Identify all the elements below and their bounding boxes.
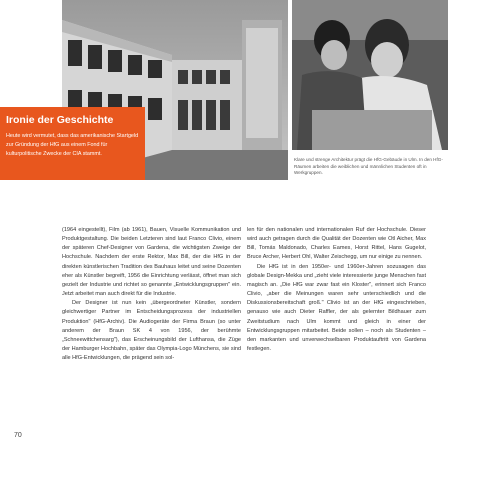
body-paragraph: len für den nationalen und internationalen Ruf der Hochschule. Dieser wird auch getragen durch die Qualität der Dozenten wie Otl Aicher, Max Bill, Tomás Maldonado, Charles Eames, Horst Rittel, Hans Gugelot, Bruce Archer, Herbert Ohl, Walter Zeischegg, um nur einige zu nennen.: [247, 227, 426, 261]
body-paragraph: Der Designer ist nun kein „übergeordneter Künstler, sondern gleichwertiger Partner im Entscheidungsprozess der industriellen Produktion" (HfG-Archiv). Die Audiogeräte der Firma Braun (so unter anderem der Braun SK 4 von 1956, der berühmte „Schneewittchensarg"), das Erscheinungsbild der Lufthansa, die Züge der Hamburger Hochbahn, später das Olympia-Logo Münchens, sie sind alle HfG-Entwicklungen, die prägend sein sol-: [62, 300, 241, 362]
body-paragraph: Die HfG ist in den 1950er- und 1960er-Jahren sozusagen das globale Design-Mekka und „zieht viele interessierte junge Menschen fast magisch an. „Die HfG war zwar fast ein Kloster", erinnert sich Franco Clivio, „aber die Meinungen waren sehr unterschiedlich und die Diskussionsbereitschaft groß." Clivio ist an der HfG eingeschrieben, genauso wie auch Dieter Raffler, der als gelernter Bildhauer zum Zweitstudium nach Ulm kommt und gleich in einer der Entwicklungsgruppen mitarbeitet. Beide sollen – noch als Studenten – den markanten und unverwechselbaren Produktauftritt von Gardena festlegen.: [247, 263, 426, 353]
students-photo: [292, 0, 448, 150]
body-paragraph: (1964 eingestellt), Film (ab 1961), Bauen, Visuelle Kommunikation und Produktgestaltung. Die beiden Letzteren sind laut Franco Clivio, einem der späteren Chef-Designer von Gardena, die wichtigsten Zweige der Hochschule. Nachdem der erste Rektor, Max Bill, der die HfG in der direkten künstlerischen Tradition des Bauhaus leitet und seine Dozenten eher als Künstler begreift, 1956 die Einrichtung verlässt, öffnet man sich gezielt der Industrie und richtet so genannte „Entwicklungsgruppen" ein. Jetzt arbeitet man auch direkt für die Industrie.: [62, 227, 241, 298]
sidebar-intro: Heute wird vermutet, dass das amerikanische Startgeld zur Gründung der HfG aus einem Fond für kulturpolitische Zwecke der CIA stammt.: [6, 133, 139, 157]
photo-caption: Klare und strenge Architektur prägt die HfG-Gebäude in Ulm. In den HfG-Räumen arbeiten die weiblichen und männlichen Studenten oft in Werkgruppen.: [294, 157, 443, 175]
page-number: 70: [14, 432, 22, 439]
body-column-left: [62, 226, 241, 363]
sidebar-box: [0, 107, 145, 180]
body-column-right: [247, 226, 426, 354]
sidebar-title: Ironie der Geschichte: [6, 114, 114, 126]
